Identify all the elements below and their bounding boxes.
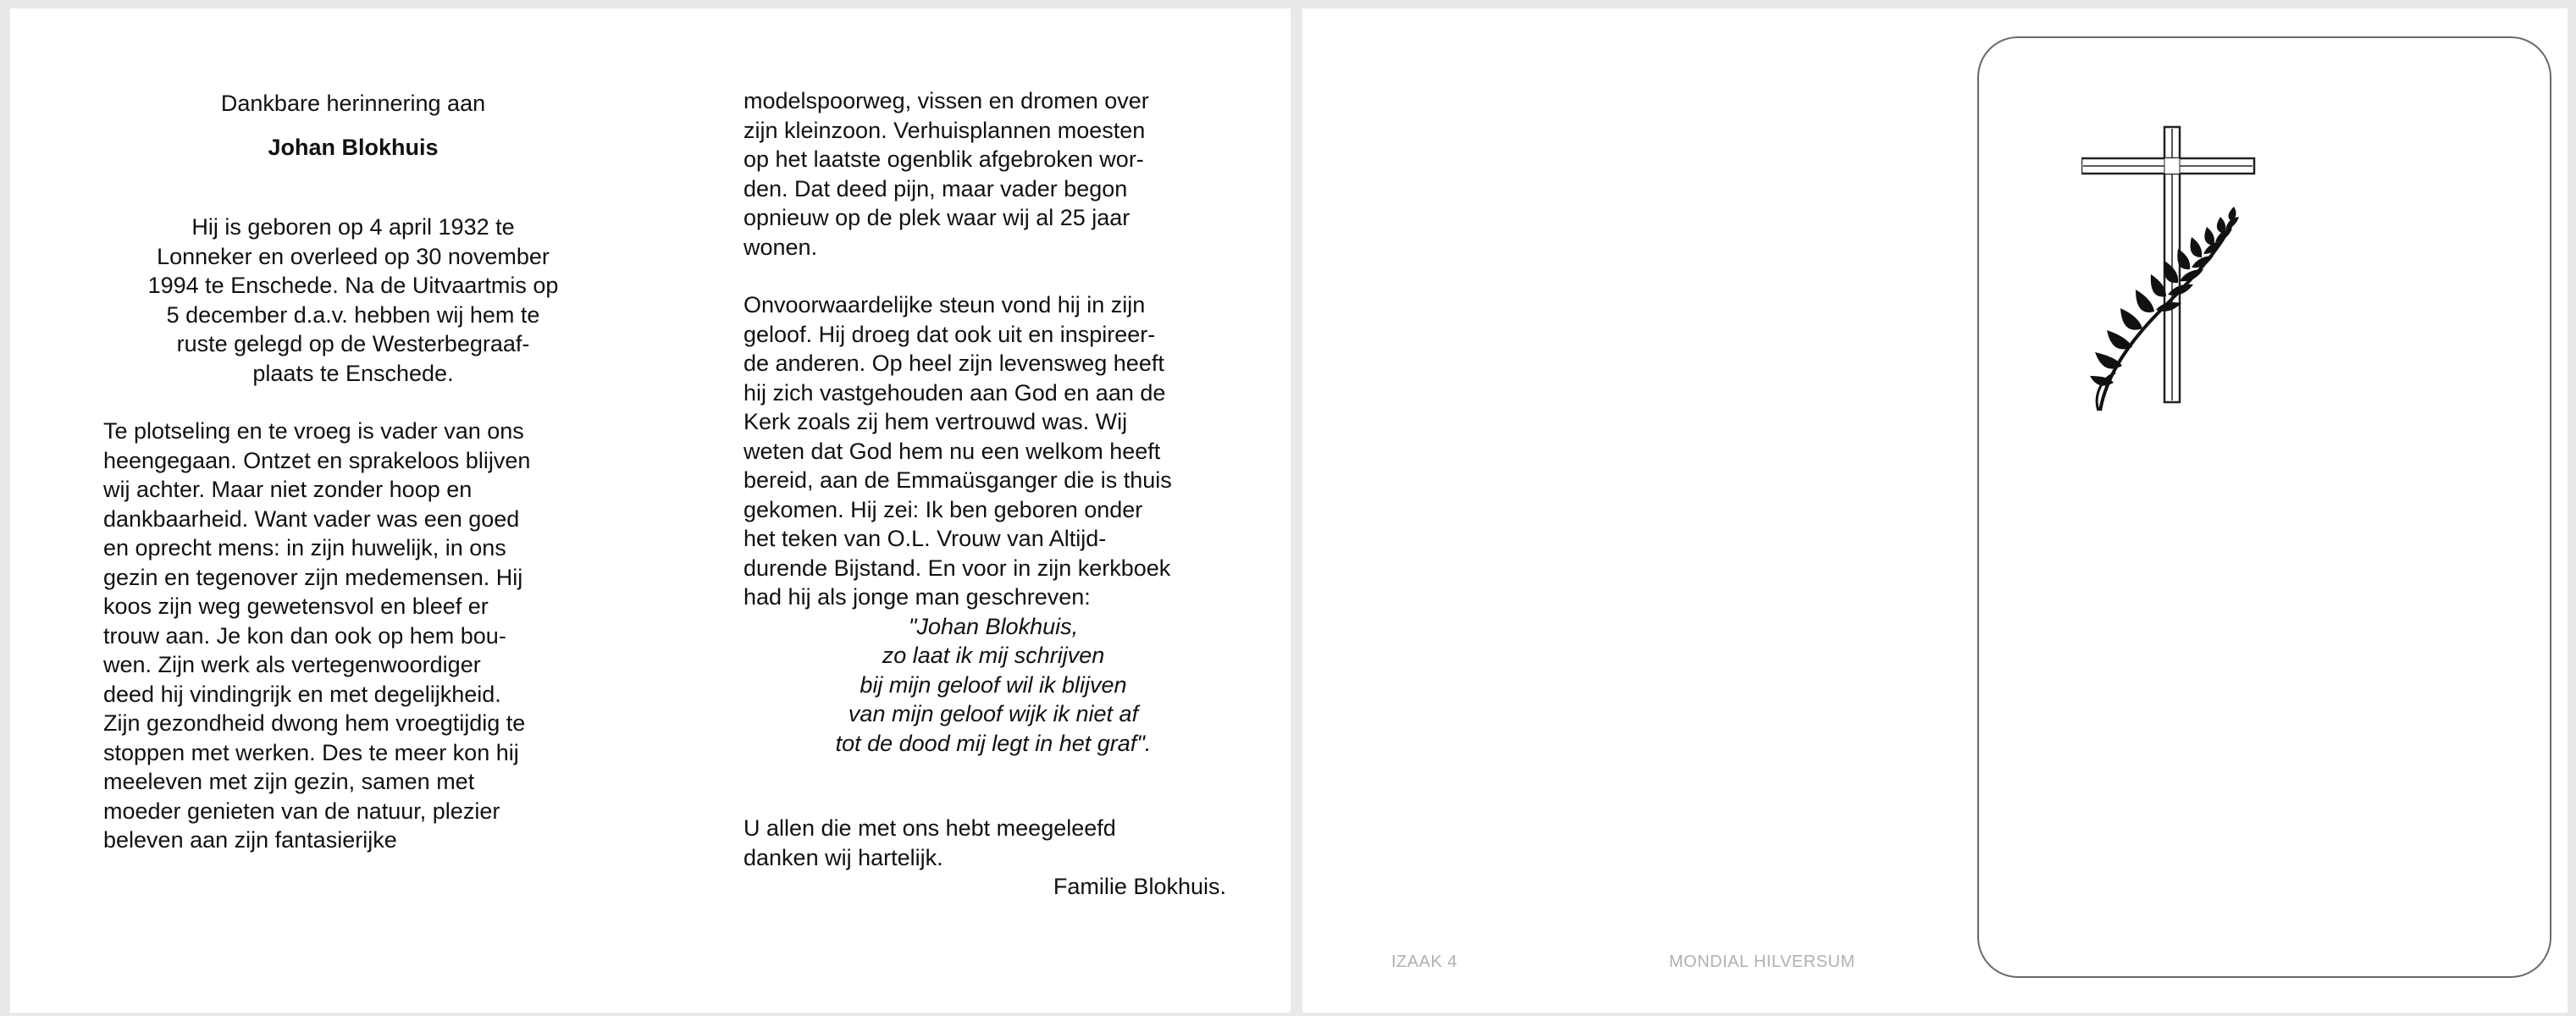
text-line: Zijn gezondheid dwong hem vroegtijdig te (103, 710, 526, 736)
card-inside-page (10, 8, 1291, 1013)
continuation-paragraph (744, 86, 1235, 262)
text-line: trouw aan. Je kon dan ook op hem bou- (103, 622, 506, 649)
text-line: wonen. (744, 234, 818, 260)
text-line: den. Dat deed pijn, maar vader begon (744, 175, 1128, 202)
poem-quote (744, 612, 1235, 759)
text-line: durende Bijstand. En voor in zijn kerkboek (744, 555, 1171, 581)
text-line: 5 december d.a.v. hebben wij hem te (166, 301, 540, 328)
text-line: dankbaarheid. Want vader was een goed (103, 505, 520, 532)
text-line: Kerk zoals zij hem vertrouwd was. Wij (744, 409, 1128, 434)
quote-line: bij mijn geloof wil ik blijven (860, 671, 1127, 698)
text-line: gekomen. Hij zei: Ik ben geboren onder (744, 496, 1143, 522)
print-code: IZAAK 4 (1391, 952, 1457, 971)
text-line: ruste gelegd op de Westerbegraaf- (176, 331, 530, 356)
text-line: moeder genieten van de natuur, plezier (103, 798, 500, 824)
text-line: U allen die met ons hebt meegeleefd (744, 815, 1116, 841)
text-line: op het laatste ogenblik afgebroken wor- (744, 146, 1144, 172)
text-line: hij zich vastgehouden aan God en aan de (744, 379, 1166, 406)
text-line: Te plotseling en te vroeg is vader van ons (103, 418, 524, 444)
text-line: weten dat God hem nu een welkom heeft (744, 438, 1161, 464)
column-right (744, 86, 1235, 902)
faith-paragraph (744, 290, 1235, 612)
text-line: Lonneker en overleed op 30 november (157, 243, 550, 269)
quote-line: "Johan Blokhuis, (908, 613, 1079, 639)
text-line: beleven aan zijn fantasierijke (103, 827, 397, 853)
cross-with-wheat-icon (2081, 119, 2285, 428)
text-line: Hij is geboren op 4 april 1932 te (191, 214, 515, 240)
text-line: danken wij hartelijk. (744, 844, 943, 870)
text-line: wen. Zijn werk als vertegenwoordiger (103, 652, 481, 677)
text-line: had hij als jonge man geschreven: (744, 584, 1091, 610)
text-line: heengegaan. Ontzet en sprakeloos blijven (103, 447, 531, 473)
text-line: en oprecht mens: in zijn huwelijk, in ons (103, 535, 506, 560)
heading: Dankbare herinnering aan (220, 91, 486, 116)
text-line: 1994 te Enschede. Na de Uitvaartmis op (147, 273, 559, 298)
quote-line: zo laat ik mij schrijven (882, 643, 1105, 668)
text-line: opnieuw op de plek waar wij al 25 jaar (744, 205, 1130, 230)
text-line: gezin en tegenover zijn medemensen. Hij (103, 564, 523, 590)
signature: Familie Blokhuis. (1053, 874, 1226, 899)
intro-paragraph (103, 213, 603, 388)
body-paragraph (103, 417, 603, 855)
text-line: Onvoorwaardelijke steun vond hij in zijn (744, 292, 1146, 318)
text-line: meeleven met zijn gezin, samen met (103, 769, 475, 794)
thanks-paragraph (744, 814, 1235, 872)
quote-line: tot de dood mij legt in het graf". (835, 730, 1152, 756)
text-line: modelspoorweg, vissen en dromen over (744, 88, 1149, 113)
text-line: geloof. Hij droeg dat ook uit en inspireer- (744, 321, 1156, 347)
text-line: bereid, aan de Emmaüsganger die is thuis (744, 467, 1172, 493)
column-left (103, 89, 603, 855)
printer-name: MONDIAL HILVERSUM (1669, 952, 1855, 971)
text-line: plaats te Enschede. (252, 360, 454, 386)
text-line: stoppen met werken. Des te meer kon hij (103, 739, 519, 765)
text-line: koos zijn weg gewetensvol en bleef er (103, 594, 489, 619)
card-back-page (1302, 8, 2568, 1013)
text-line: de anderen. Op heel zijn levensweg heeft (744, 351, 1164, 376)
quote-line: van mijn geloof wijk ik niet af (848, 701, 1139, 726)
text-line: wij achter. Maar niet zonder hoop en (103, 477, 473, 502)
text-line: deed hij vindingrijk en met degelijkheid. (103, 681, 501, 707)
text-line: zijn kleinzoon. Verhuisplannen moesten (744, 117, 1146, 143)
deceased-name: Johan Blokhuis (268, 134, 439, 160)
text-line: het teken van O.L. Vrouw van Altijd- (744, 526, 1107, 551)
